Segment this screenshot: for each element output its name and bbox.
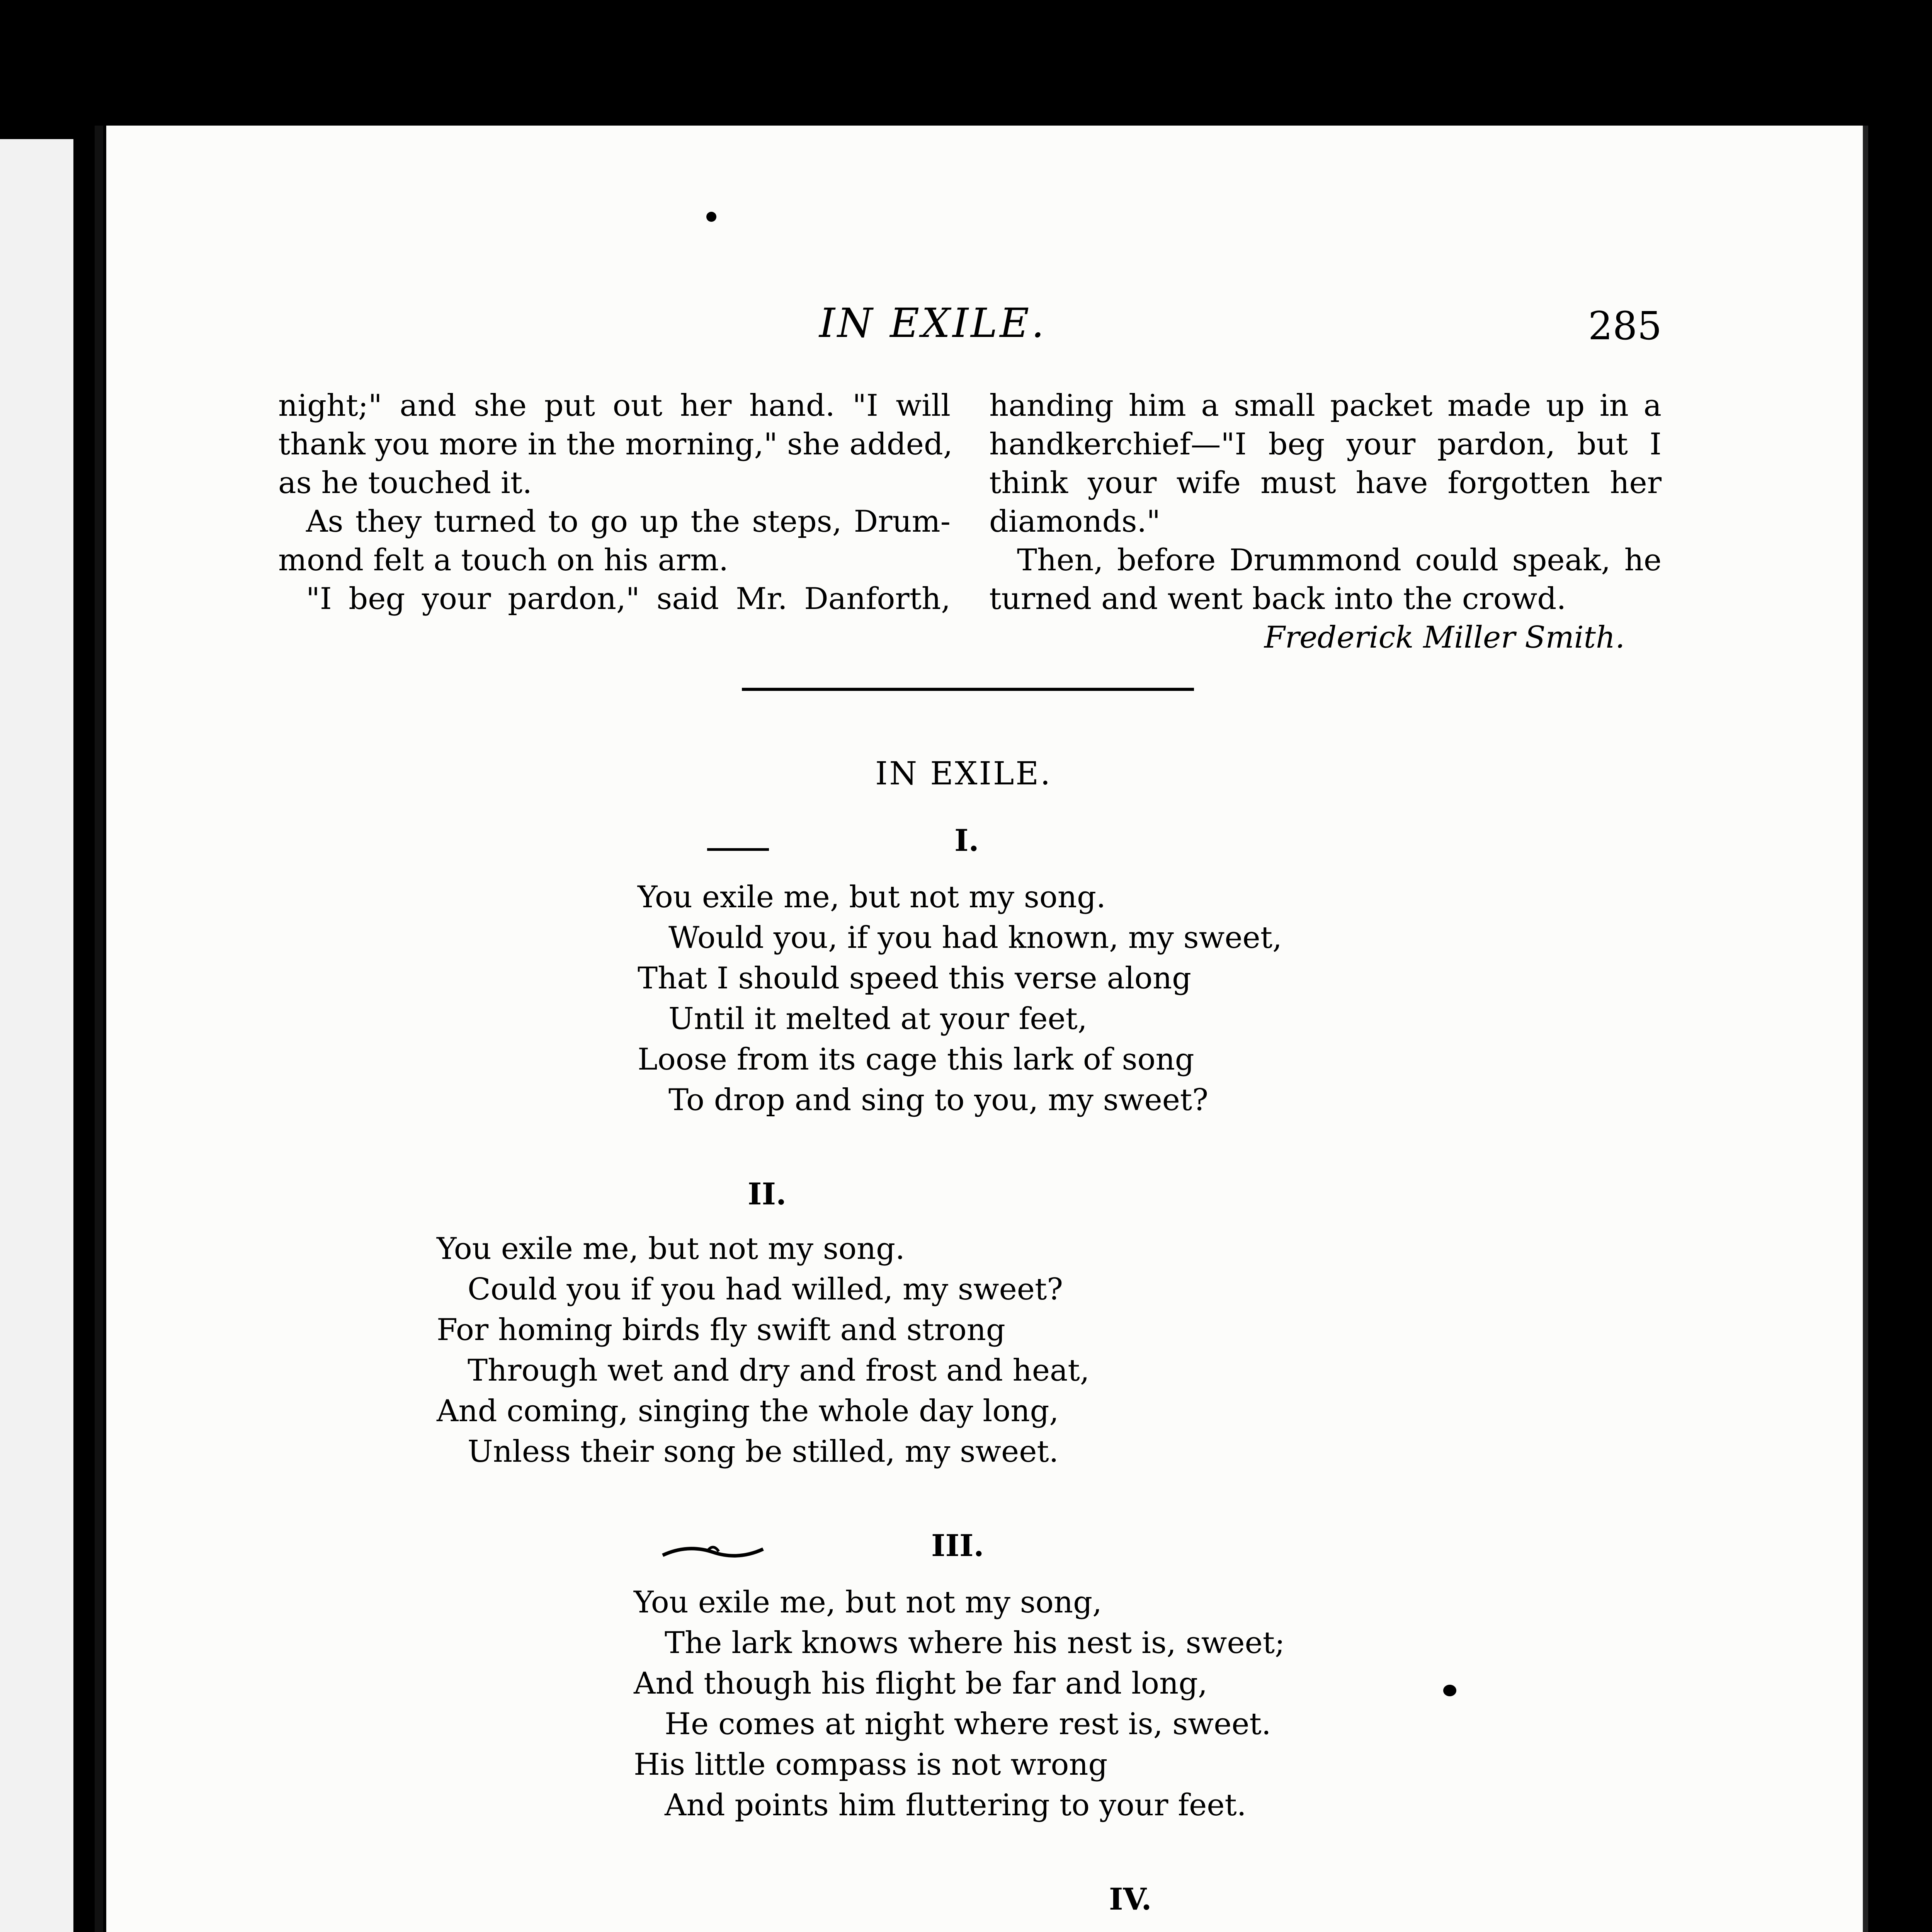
story-line: "I beg your pardon," said Mr. Danforth,	[306, 582, 951, 616]
story-line: as he touched it.	[278, 466, 532, 500]
story-left-column	[278, 386, 951, 618]
story-line: As they turned to go up the steps, Drum-	[306, 504, 951, 539]
poem-line: Loose from its cage this lark of song	[638, 1042, 1194, 1077]
stanza-numeral: I.	[954, 823, 979, 858]
poem-line: Unless their song be stilled, my sweet.	[468, 1434, 1059, 1469]
poem-line: For homing birds fly swift and strong	[437, 1313, 1005, 1347]
story-line: thank you more in the morning," she added,	[278, 427, 953, 462]
poem-line: Would you, if you had known, my sweet,	[668, 920, 1282, 955]
stanza-3	[634, 1582, 1285, 1826]
story-line: handkerchief—"I beg your pardon, but I	[989, 427, 1662, 462]
poem-line: His little compass is not wrong	[634, 1747, 1108, 1782]
poem-line: Could you if you had willed, my sweet?	[468, 1272, 1063, 1307]
story-line: think your wife must have forgotten her	[989, 466, 1662, 500]
poem-line: And though his flight be far and long,	[634, 1666, 1208, 1701]
stanza-dash	[707, 848, 769, 851]
running-title: IN EXILE.	[819, 299, 1047, 347]
ink-speck	[706, 212, 716, 222]
stanza-numeral: II.	[748, 1177, 787, 1212]
poem-line: You exile me, but not my song.	[437, 1231, 905, 1266]
tilde-ornament-icon	[661, 1540, 765, 1563]
story-line: Then, before Drummond could speak, he	[1017, 543, 1662, 578]
story-line: night;" and she put out her hand. "I will	[278, 388, 951, 423]
story-line: mond felt a touch on his arm.	[278, 543, 729, 578]
poem-line: You exile me, but not my song,	[634, 1585, 1102, 1620]
stanza-numeral: IV.	[1109, 1882, 1152, 1917]
poem-line: The lark knows where his nest is, sweet;	[665, 1626, 1285, 1660]
ink-speck	[1443, 1685, 1456, 1696]
story-author: Frederick Miller Smith.	[1264, 620, 1625, 655]
story-line: handing him a small packet made up in a	[989, 388, 1662, 423]
poem-line: To drop and sing to you, my sweet?	[668, 1083, 1209, 1117]
stanza-1	[638, 877, 1282, 1121]
story-right-column	[989, 386, 1662, 657]
story-line: diamonds."	[989, 504, 1161, 539]
facing-page-edge	[0, 139, 77, 1932]
poem-line: Through wet and dry and frost and heat,	[468, 1353, 1090, 1388]
poem-title: IN EXILE.	[875, 755, 1052, 792]
page-number: 285	[1588, 303, 1662, 349]
poem-line: That I should speed this verse along	[638, 961, 1192, 996]
poem-line: And points him fluttering to your feet.	[665, 1788, 1247, 1823]
poem-line: You exile me, but not my song.	[638, 880, 1106, 915]
poem-line: Until it melted at your feet,	[668, 1002, 1087, 1036]
poem-line: He comes at night where rest is, sweet.	[665, 1707, 1271, 1742]
story-line: turned and went back into the crowd.	[989, 582, 1566, 616]
section-divider	[742, 688, 1194, 691]
stanza-numeral: III.	[931, 1528, 984, 1563]
poem-line: And coming, singing the whole day long,	[437, 1394, 1059, 1429]
stanza-2	[437, 1229, 1090, 1472]
